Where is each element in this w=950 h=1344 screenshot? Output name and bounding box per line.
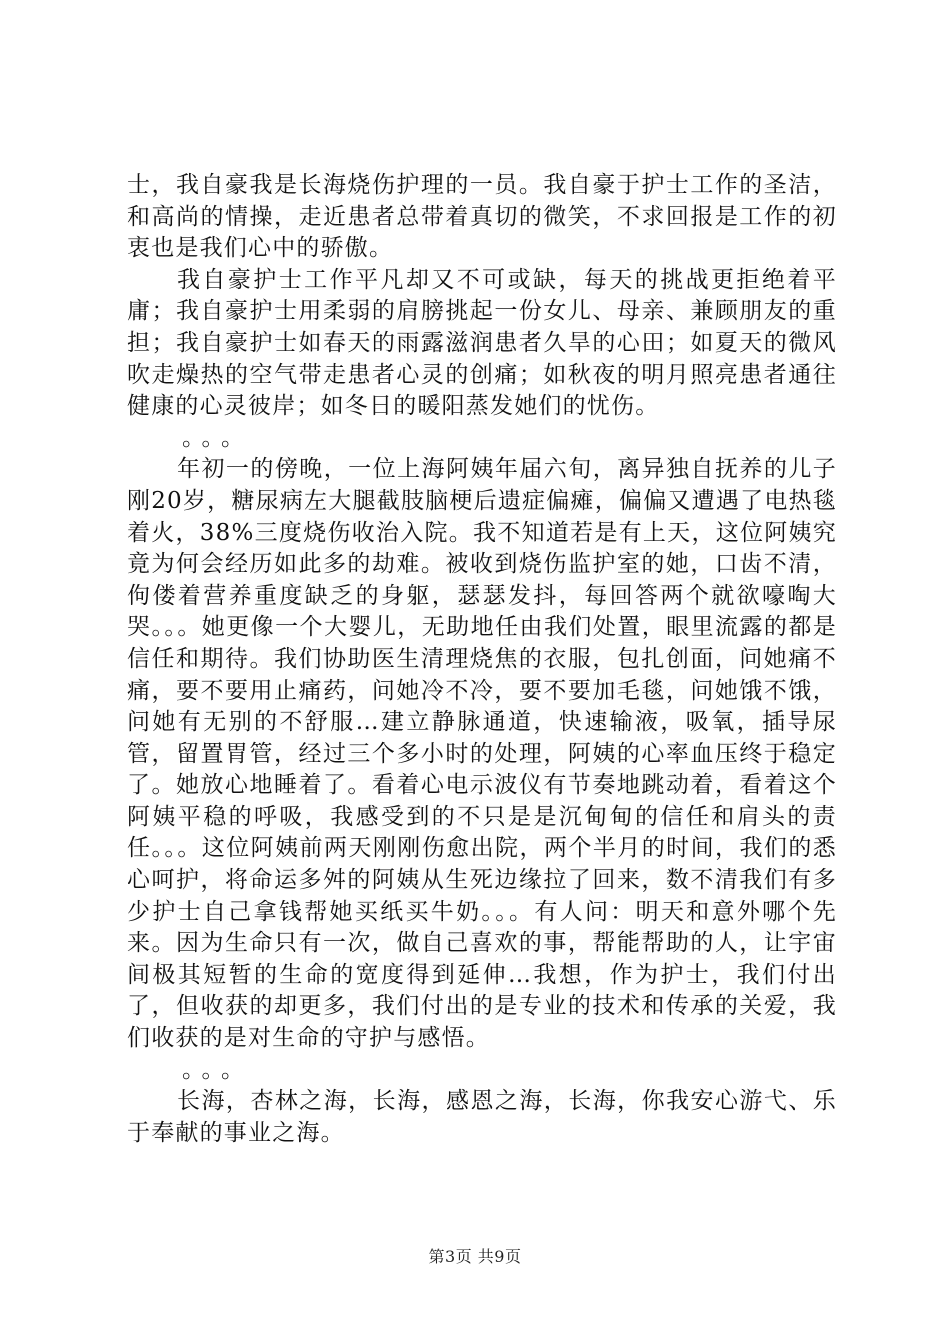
ellipsis-separator: 。。。 [182, 424, 252, 451]
page-number-footer: 第3页 共9页 [428, 1247, 522, 1266]
paragraph-continuation: 士，我自豪我是长海烧伤护理的一员。我自豪于护士工作的圣洁，和高尚的情操，走近患者总带着真切的微笑，不求回报是工作的初衷也是我们心中的骄傲。 [127, 172, 837, 262]
paragraph-pride: 我自豪护士工作平凡却又不可或缺，每天的挑战更拒绝着平庸；我自豪护士用柔弱的肩膀挑起一份女儿、母亲、兼顾朋友的重担；我自豪护士如春天的雨露滋润患者久旱的心田；如夏天的微风吹走燥热的空气带走患者心灵的创痛；如秋夜的明月照亮患者通往健康的心灵彼岸；如冬日的暖阳蒸发她们的忧伤。 [127, 266, 837, 420]
document-body [127, 170, 837, 1149]
ellipsis-separator: 。。。 [182, 1056, 252, 1083]
paragraph-closing: 长海，杏林之海，长海，感恩之海，长海，你我安心游弋、乐于奉献的事业之海。 [127, 1088, 837, 1146]
paragraph-story: 年初一的傍晚，一位上海阿姨年届六旬，离异独自抚养的儿子刚20岁，糖尿病左大腿截肢脑梗后遗症偏瘫，偏偏又遭遇了电热毯着火，38%三度烧伤收治入院。我不知道若是有上天，这位阿姨究竟为何会经历如此多的劫难。被收到烧伤监护室的她，口齿不清，佝偻着营养重度缺乏的身躯，瑟瑟发抖，每回答两个就欲嚎啕大哭。。。她更像一个大婴儿，无助地任由我们处置，眼里流露的都是信任和期待。我们协助医生清理烧焦的衣服，包扎创面，问她痛不痛，要不要用止痛药，问她冷不冷，要不要加毛毯，问她饿不饿，问她有无别的不舒服…建立静脉通道，快速输液，吸氧，插导尿管，留置胃管，经过三个多小时的处理，阿姨的心率血压终于稳定了。她放心地睡着了。看着心电示波仪有节奏地跳动着，看着这个阿姨平稳的呼吸，我感受到的不只是是沉甸甸的信任和肩头的责任。。。这位阿姨前两天刚刚伤愈出院，两个半月的时间，我们的悉心呵护，将命运多舛的阿姨从生死边缘拉了回来，数不清我们有多少护士自己拿钱帮她买纸买牛奶。。。有人问：明天和意外哪个先来。因为生命只有一次，做自己喜欢的事，帮能帮助的人，让宇宙间极其短暂的生命的宽度得到延伸…我想，作为护士，我们付出了，但收获的却更多，我们付出的是专业的技术和传承的关爱，我们收获的是对生命的守护与感悟。 [127, 456, 837, 1052]
